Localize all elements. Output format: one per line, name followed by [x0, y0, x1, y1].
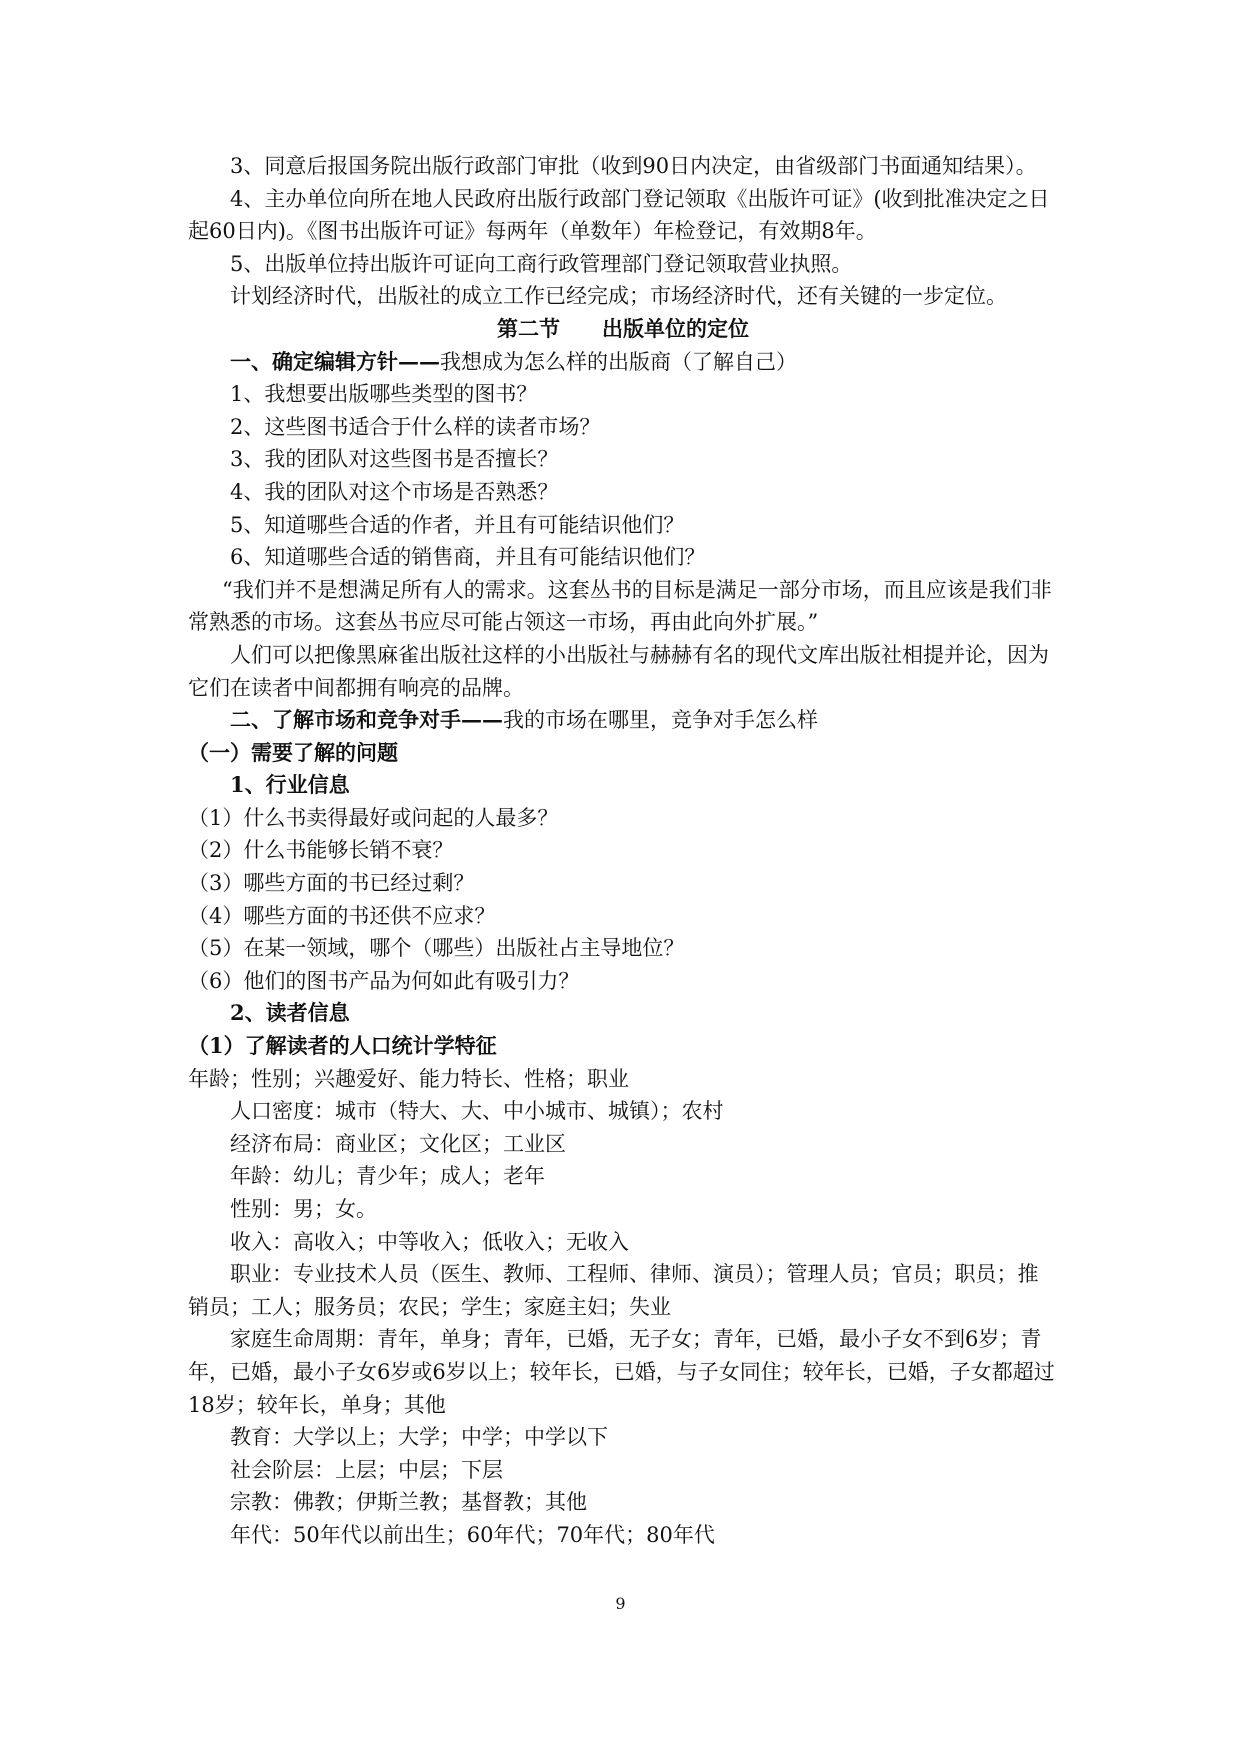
subheading-reader-info: 2、读者信息 [230, 1000, 350, 1026]
paragraph-black-sparrow: 人们可以把像黑麻雀出版社这样的小出版社与赫赫有名的现代文库出版社相提并论，因为它们在读者中间都拥有响亮的品牌。 [188, 642, 1049, 700]
quote-paragraph: “我们并不是想满足所有人的需求。这套丛书的目标是满足一部分市场，而且应该是我们非常熟悉的市场。这套丛书应尽可能占领这一市场，再由此向外扩展。” [188, 577, 1052, 635]
demographic-line: 年龄；性别；兴趣爱好、能力特长、性格；职业 [188, 1066, 629, 1091]
industry-question-item: （2）什么书能够长销不衰？ [188, 838, 454, 863]
heading-editorial-policy [188, 346, 1058, 379]
question-item: 6、知道哪些合适的销售商，并且有可能结识他们？ [230, 545, 706, 570]
subheading-questions: （一）需要了解的问题 [188, 739, 398, 765]
question-item: 1、我想要出版哪些类型的图书？ [230, 382, 538, 407]
heading-editorial-policy-bold: 一、确定编辑方针—— [230, 348, 440, 374]
industry-question-item: （5）在某一领域，哪个（哪些）出版社占主导地位？ [188, 936, 685, 961]
section-number: 第二节 [497, 315, 560, 341]
industry-question-item: （4）哪些方面的书还供不应求？ [188, 903, 496, 928]
heading-editorial-policy-rest: 我想成为怎么样的出版商（了解自己） [440, 349, 797, 374]
page-number: 9 [615, 1594, 626, 1613]
demographic-line: 宗教：佛教；伊斯兰教；基督教；其他 [230, 1490, 587, 1515]
demographic-line: 收入：高收入；中等收入；低收入；无收入 [230, 1229, 629, 1254]
demographic-line: 社会阶层：上层；中层；下层 [230, 1457, 503, 1482]
paragraph-approval: 3、同意后报国务院出版行政部门审批（收到90日内决定，由省级部门书面通知结果）。 [230, 154, 1037, 178]
question-item: 5、知道哪些合适的作者，并且有可能结识他们？ [230, 512, 685, 537]
page-body [188, 150, 1058, 1552]
heading-market-competition [188, 704, 1058, 737]
demographic-line: 人口密度：城市（特大、大、中小城市、城镇）；农村 [230, 1099, 724, 1124]
subheading-industry-info: 1、行业信息 [230, 772, 350, 798]
heading-market-competition-rest: 我的市场在哪里，竞争对手怎么样 [503, 708, 818, 733]
paragraph-license-registration: 4、主办单位向所在地人民政府出版行政部门登记领取《出版许可证》(收到批准决定之日起60日内)。《图书出版许可证》每两年（单数年）年检登记，有效期8年。 [188, 186, 1050, 244]
paragraph-planned-economy: 计划经济时代，出版社的成立工作已经完成；市场经济时代，还有关键的一步定位。 [230, 284, 1007, 309]
paragraph-business-license: 5、出版单位持出版许可证向工商行政管理部门登记领取营业执照。 [230, 251, 853, 276]
demographic-line: 职业：专业技术人员（医生、教师、工程师、律师、演员）；管理人员；官员；职员；推销员；工人；服务员；农民；学生；家庭主妇；失业 [188, 1262, 1039, 1319]
demographic-line: 教育：大学以上；大学；中学；中学以下 [230, 1425, 608, 1450]
demographic-line: 经济布局：商业区；文化区；工业区 [230, 1131, 566, 1156]
demographic-line: 性别：男；女。 [230, 1197, 377, 1221]
industry-question-item: （3）哪些方面的书已经过剩？ [188, 871, 475, 896]
industry-question-item: （1）什么书卖得最好或问起的人最多？ [188, 805, 559, 830]
question-item: 2、这些图书适合于什么样的读者市场？ [230, 414, 601, 439]
section-title: 出版单位的定位 [602, 315, 749, 341]
demographic-line: 年代：50年代以前出生；60年代；70年代；80年代 [230, 1522, 715, 1547]
subheading-demographics: （1）了解读者的人口统计学特征 [188, 1033, 497, 1059]
question-item: 4、我的团队对这个市场是否熟悉？ [230, 479, 559, 504]
demographic-line: 年龄：幼儿；青少年；成人；老年 [230, 1164, 545, 1189]
industry-question-item: （6）他们的图书产品为何如此有吸引力？ [188, 968, 580, 993]
section-heading [188, 313, 1058, 346]
question-item: 3、我的团队对这些图书是否擅长？ [230, 447, 559, 472]
heading-market-competition-bold: 二、了解市场和竞争对手—— [230, 707, 503, 733]
demographic-line: 家庭生命周期：青年，单身；青年，已婚，无子女；青年，已婚，最小子女不到6岁；青年，已婚，最小子女6岁或6岁以上；较年长，已婚，与子女同住；较年长，已婚，子女都超过18岁；较年长，单身；其他 [188, 1327, 1055, 1417]
